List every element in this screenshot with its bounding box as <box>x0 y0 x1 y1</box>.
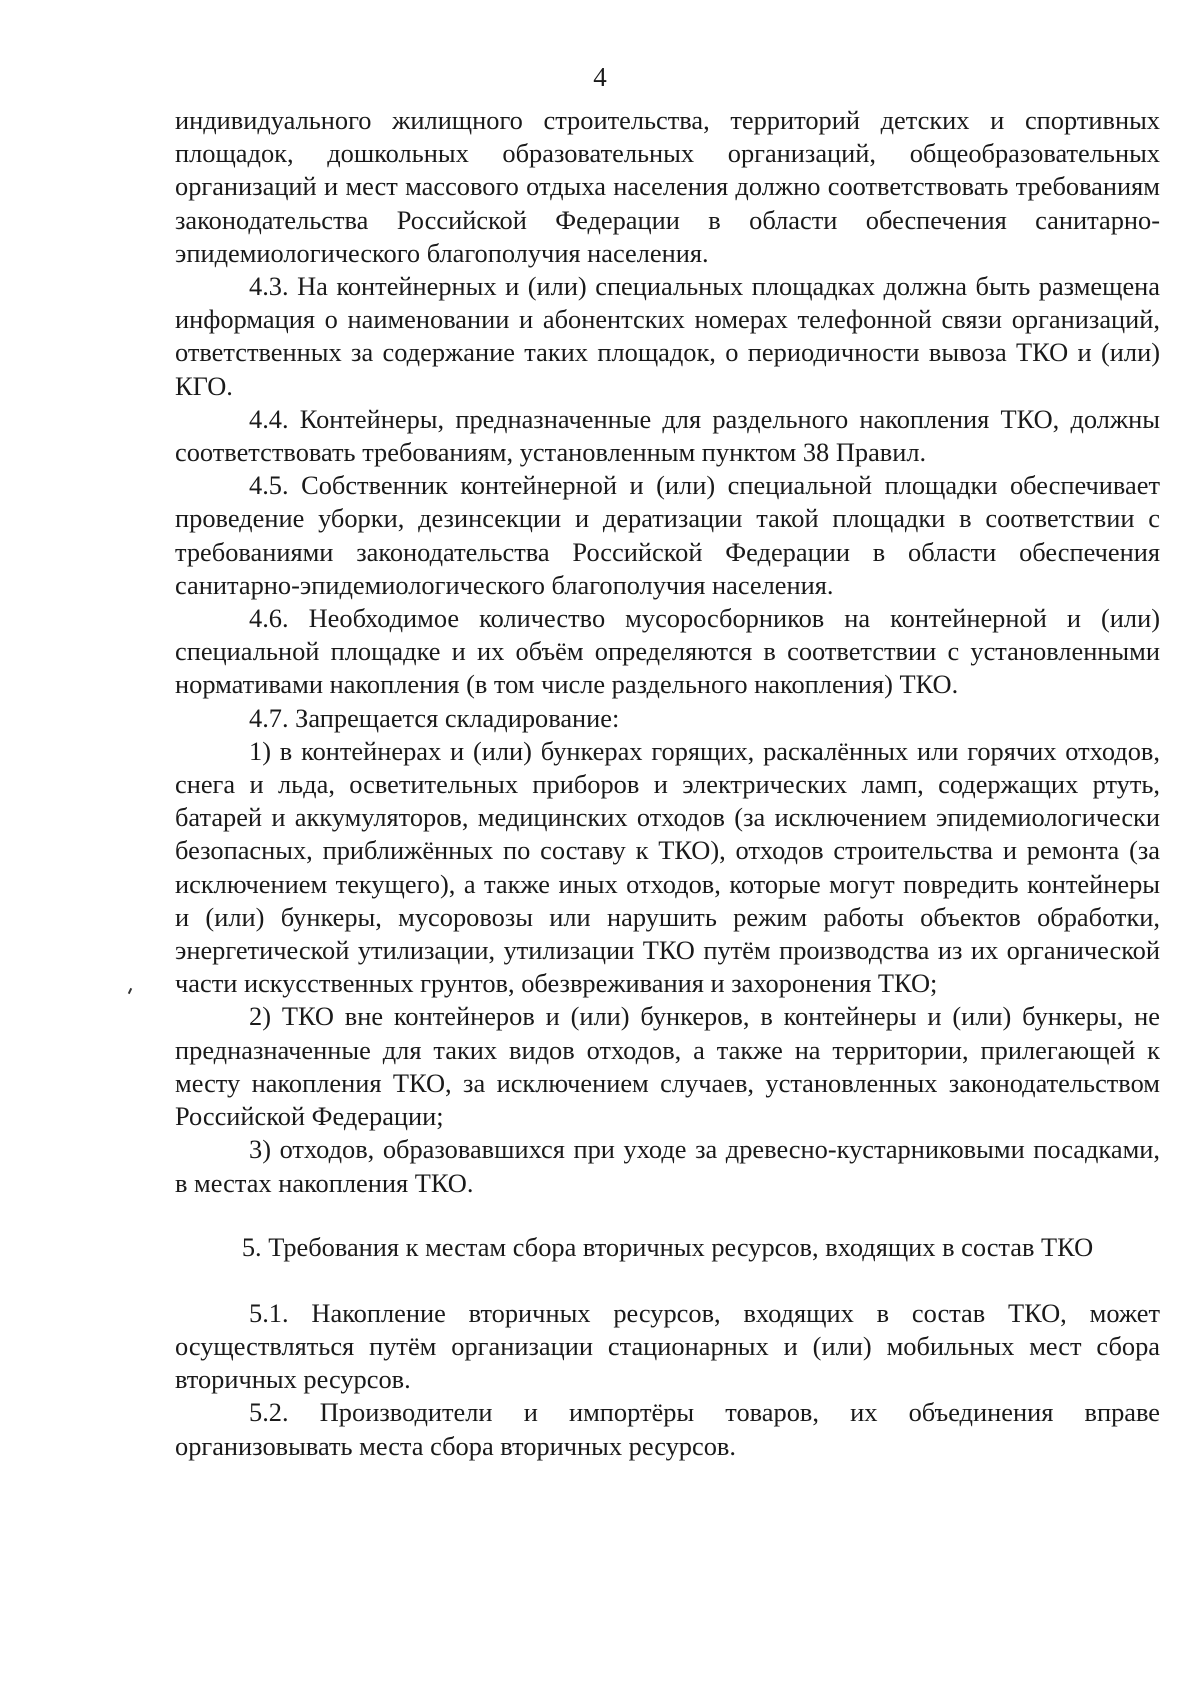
paragraph-continuation: индивидуального жилищного строительства, территорий детских и спортивных площадок, дошкольных образовательных организаций, общеобразовательных организаций и мест массового отдыха населения должно соответствовать требованиям законодательства Российской Федерации в области обеспечения санитарно-эпидемиологического благополучия населения. <box>175 105 1160 268</box>
paragraph-4-7: 4.7. Запрещается складирование: <box>249 702 620 733</box>
document-body <box>175 104 1160 1463</box>
section-heading: 5. Требования к местам сбора вторичных ресурсов, входящих в состав ТКО <box>241 1231 1094 1262</box>
page-number: 4 <box>593 62 607 92</box>
paragraph-4-4: 4.4. Контейнеры, предназначенные для раздельного накопления ТКО, должны соответствовать требованиям, установленным пунктом 38 Правил. <box>175 403 1160 468</box>
paragraph-5-2: 5.2. Производители и импортёры товаров, их объединения вправе организовывать места сбора вторичных ресурсов. <box>175 1397 1160 1461</box>
list-item-1: 1) в контейнерах и (или) бункерах горящих, раскалённых или горячих отходов, снега и льда, осветительных приборов и электрических ламп, содержащих ртуть, батарей и аккумуляторов, медицинских отходов (за исключением эпидемиологически безопасных, приближённых по составу к ТКО), отходов строительства и ремонта (за исключением текущего), а также иных отходов, которые могут повредить контейнеры и (или) бункеры, мусоровозы или нарушить режим работы объектов обработки, энергетической утилизации, утилизации ТКО путём производства из их органической части искусственных грунтов, обезвреживания и захоронения ТКО; <box>175 735 1160 999</box>
paragraph-4-3: 4.3. На контейнерных и (или) специальных площадках должна быть размещена информация о наименовании и абонентских номерах телефонной связи организаций, ответственных за содержание таких площадок, о периодичности вывоза ТКО и (или) КГО. <box>175 271 1160 401</box>
list-item-3: 3) отходов, образовавшихся при уходе за древесно-кустарниковыми посадками, в местах накопления ТКО. <box>175 1134 1160 1198</box>
paragraph-4-6: 4.6. Необходимое количество мусоросборников на контейнерной и (или) специальной площадке и их объём определяются в соответствии с установленными нормативами накопления (в том числе раздельного накопления) ТКО. <box>175 603 1160 700</box>
paragraph-4-5: 4.5. Собственник контейнерной и (или) специальной площадки обеспечивает проведение уборки, дезинсекции и дератизации такой площадки в соответствии с требованиями законодательства Российской Федерации в области обеспечения санитарно-эпидемиологического благополучия населения. <box>175 470 1160 600</box>
paragraph-5-1: 5.1. Накопление вторичных ресурсов, входящих в состав ТКО, может осуществляться путём организации стационарных и (или) мобильных мест сбора вторичных ресурсов. <box>175 1297 1160 1395</box>
margin-mark <box>128 988 132 994</box>
list-item-2: 2) ТКО вне контейнеров и (или) бункеров, в контейнеры и (или) бункеры, не предназначенные для таких видов отходов, а также на территории, прилегающей к месту накопления ТКО, за исключением случаев, установленных законодательством Российской Федерации; <box>175 1001 1160 1132</box>
